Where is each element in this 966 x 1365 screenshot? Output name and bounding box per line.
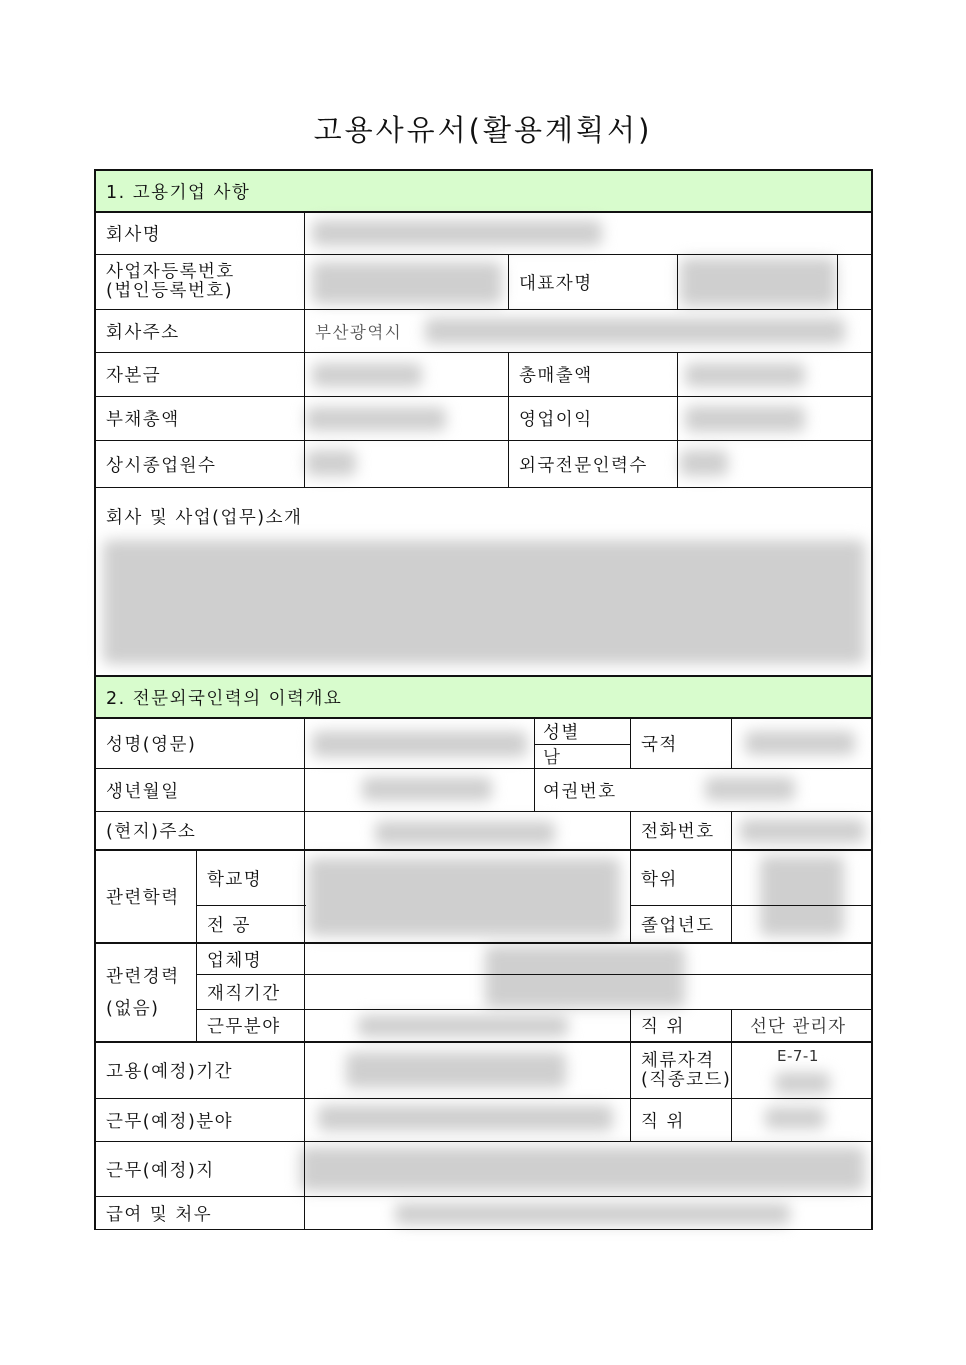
- redacted-operating-profit: [685, 406, 805, 432]
- hline: [94, 811, 873, 812]
- redacted-school-major: [308, 858, 620, 936]
- position-value: 선단 관리자: [750, 1017, 847, 1037]
- hline: [94, 717, 873, 719]
- hline: [94, 487, 873, 488]
- vline: [304, 1041, 305, 1230]
- redacted-company-intro: [103, 540, 865, 664]
- operating-profit-label: 영업이익: [519, 410, 593, 430]
- education-label: 관련학력: [106, 888, 180, 908]
- vline: [304, 717, 305, 1041]
- tenure-label: 재직기간: [207, 983, 281, 1004]
- reg-number-label: [96, 255, 235, 309]
- school-label: 학교명: [207, 869, 263, 890]
- redacted-total-debt: [306, 407, 446, 431]
- redacted-reg-number: [312, 262, 502, 304]
- planned-field-label: 근무(예정)분야: [106, 1111, 234, 1132]
- graduation-label: 졸업년도: [641, 915, 715, 936]
- address-value: 부산광역시: [315, 323, 403, 342]
- section1-header: 1. 고용기업 사항: [106, 182, 251, 203]
- redacted-ceo-name: [680, 258, 836, 306]
- redacted-total-sales: [685, 363, 805, 387]
- gender-label: 성별: [543, 723, 580, 743]
- redacted-nationality: [745, 731, 855, 755]
- table-border-right: [871, 169, 873, 1230]
- address-label: 회사주소: [106, 322, 180, 343]
- name-label: 성명(영문): [106, 735, 197, 755]
- redacted-phone: [740, 819, 865, 843]
- capital-label: 자본금: [106, 366, 162, 386]
- foreign-experts-label: 외국전문인력수: [519, 455, 648, 476]
- total-debt-label: 부채총액: [106, 410, 180, 430]
- work-field-label: 근무분야: [207, 1017, 281, 1037]
- career-company-label: 업체명: [207, 950, 263, 971]
- redacted-company-name: [312, 220, 602, 246]
- position-label: 직 위: [641, 1017, 685, 1037]
- ceo-label: 대표자명: [519, 273, 593, 294]
- employment-period-label: 고용(예정)기간: [106, 1062, 234, 1082]
- degree-label: 학위: [641, 869, 678, 890]
- major-label: 전 공: [207, 915, 251, 936]
- hline: [94, 396, 873, 397]
- redacted-address: [425, 318, 845, 344]
- redacted-salary: [395, 1203, 790, 1225]
- vline: [731, 811, 732, 942]
- redacted-birth-date: [362, 777, 492, 801]
- redacted-local-address: [375, 821, 555, 845]
- vline: [677, 254, 678, 309]
- vline: [677, 352, 678, 487]
- redacted-work-field: [358, 1015, 568, 1037]
- redacted-employment-period: [346, 1052, 566, 1088]
- redacted-passport: [705, 777, 795, 801]
- hline: [94, 309, 873, 310]
- visa-label-text: 체류자격 (직종코드): [641, 1050, 732, 1090]
- redacted-planned-field: [318, 1105, 613, 1131]
- vline: [837, 254, 838, 309]
- phone-label: 전화번호: [641, 822, 715, 842]
- visa-value: E-7-1: [777, 1047, 819, 1065]
- redacted-name: [312, 731, 527, 757]
- gender-value: 남: [543, 748, 562, 768]
- document-title: 고용사유서(활용계획서): [313, 113, 653, 147]
- nationality-label: 국적: [641, 735, 678, 755]
- local-address-label: (현지)주소: [106, 822, 197, 842]
- vline: [731, 717, 732, 768]
- redacted-capital: [312, 363, 422, 387]
- redacted-workplace: [300, 1147, 865, 1191]
- salary-label: 급여 및 처우: [106, 1204, 213, 1225]
- hline: [94, 211, 873, 213]
- section2-header: 2. 전문외국인력의 이력개요: [106, 688, 343, 709]
- table-border-bottom: [94, 1229, 873, 1230]
- total-sales-label: 총매출액: [519, 366, 593, 386]
- workplace-label: 근무(예정)지: [106, 1160, 215, 1181]
- company-intro-label: 회사 및 사업(업무)소개: [106, 507, 303, 528]
- hline-career1: [196, 974, 873, 975]
- hline: [94, 768, 873, 769]
- redacted-employees: [306, 450, 356, 476]
- career-label-text: 관련경력 (없음): [106, 966, 180, 1019]
- planned-position-label: 직 위: [641, 1111, 685, 1132]
- company-name-label: 회사명: [106, 225, 162, 245]
- redacted-career-company: [485, 946, 685, 1008]
- hline: [94, 352, 873, 353]
- redacted-degree: [760, 856, 844, 936]
- employees-label: 상시종업원수: [106, 455, 217, 476]
- visa-label: [631, 1043, 731, 1098]
- career-label: [96, 944, 180, 1041]
- passport-label: 여권번호: [543, 781, 617, 802]
- reg-number-label-text: 사업자등록번호 (법인등록번호): [106, 262, 235, 301]
- birth-date-label: 생년월일: [106, 781, 180, 802]
- redacted-visa-code: [775, 1072, 830, 1094]
- redacted-planned-position: [765, 1107, 825, 1129]
- redacted-foreign-experts: [680, 450, 728, 476]
